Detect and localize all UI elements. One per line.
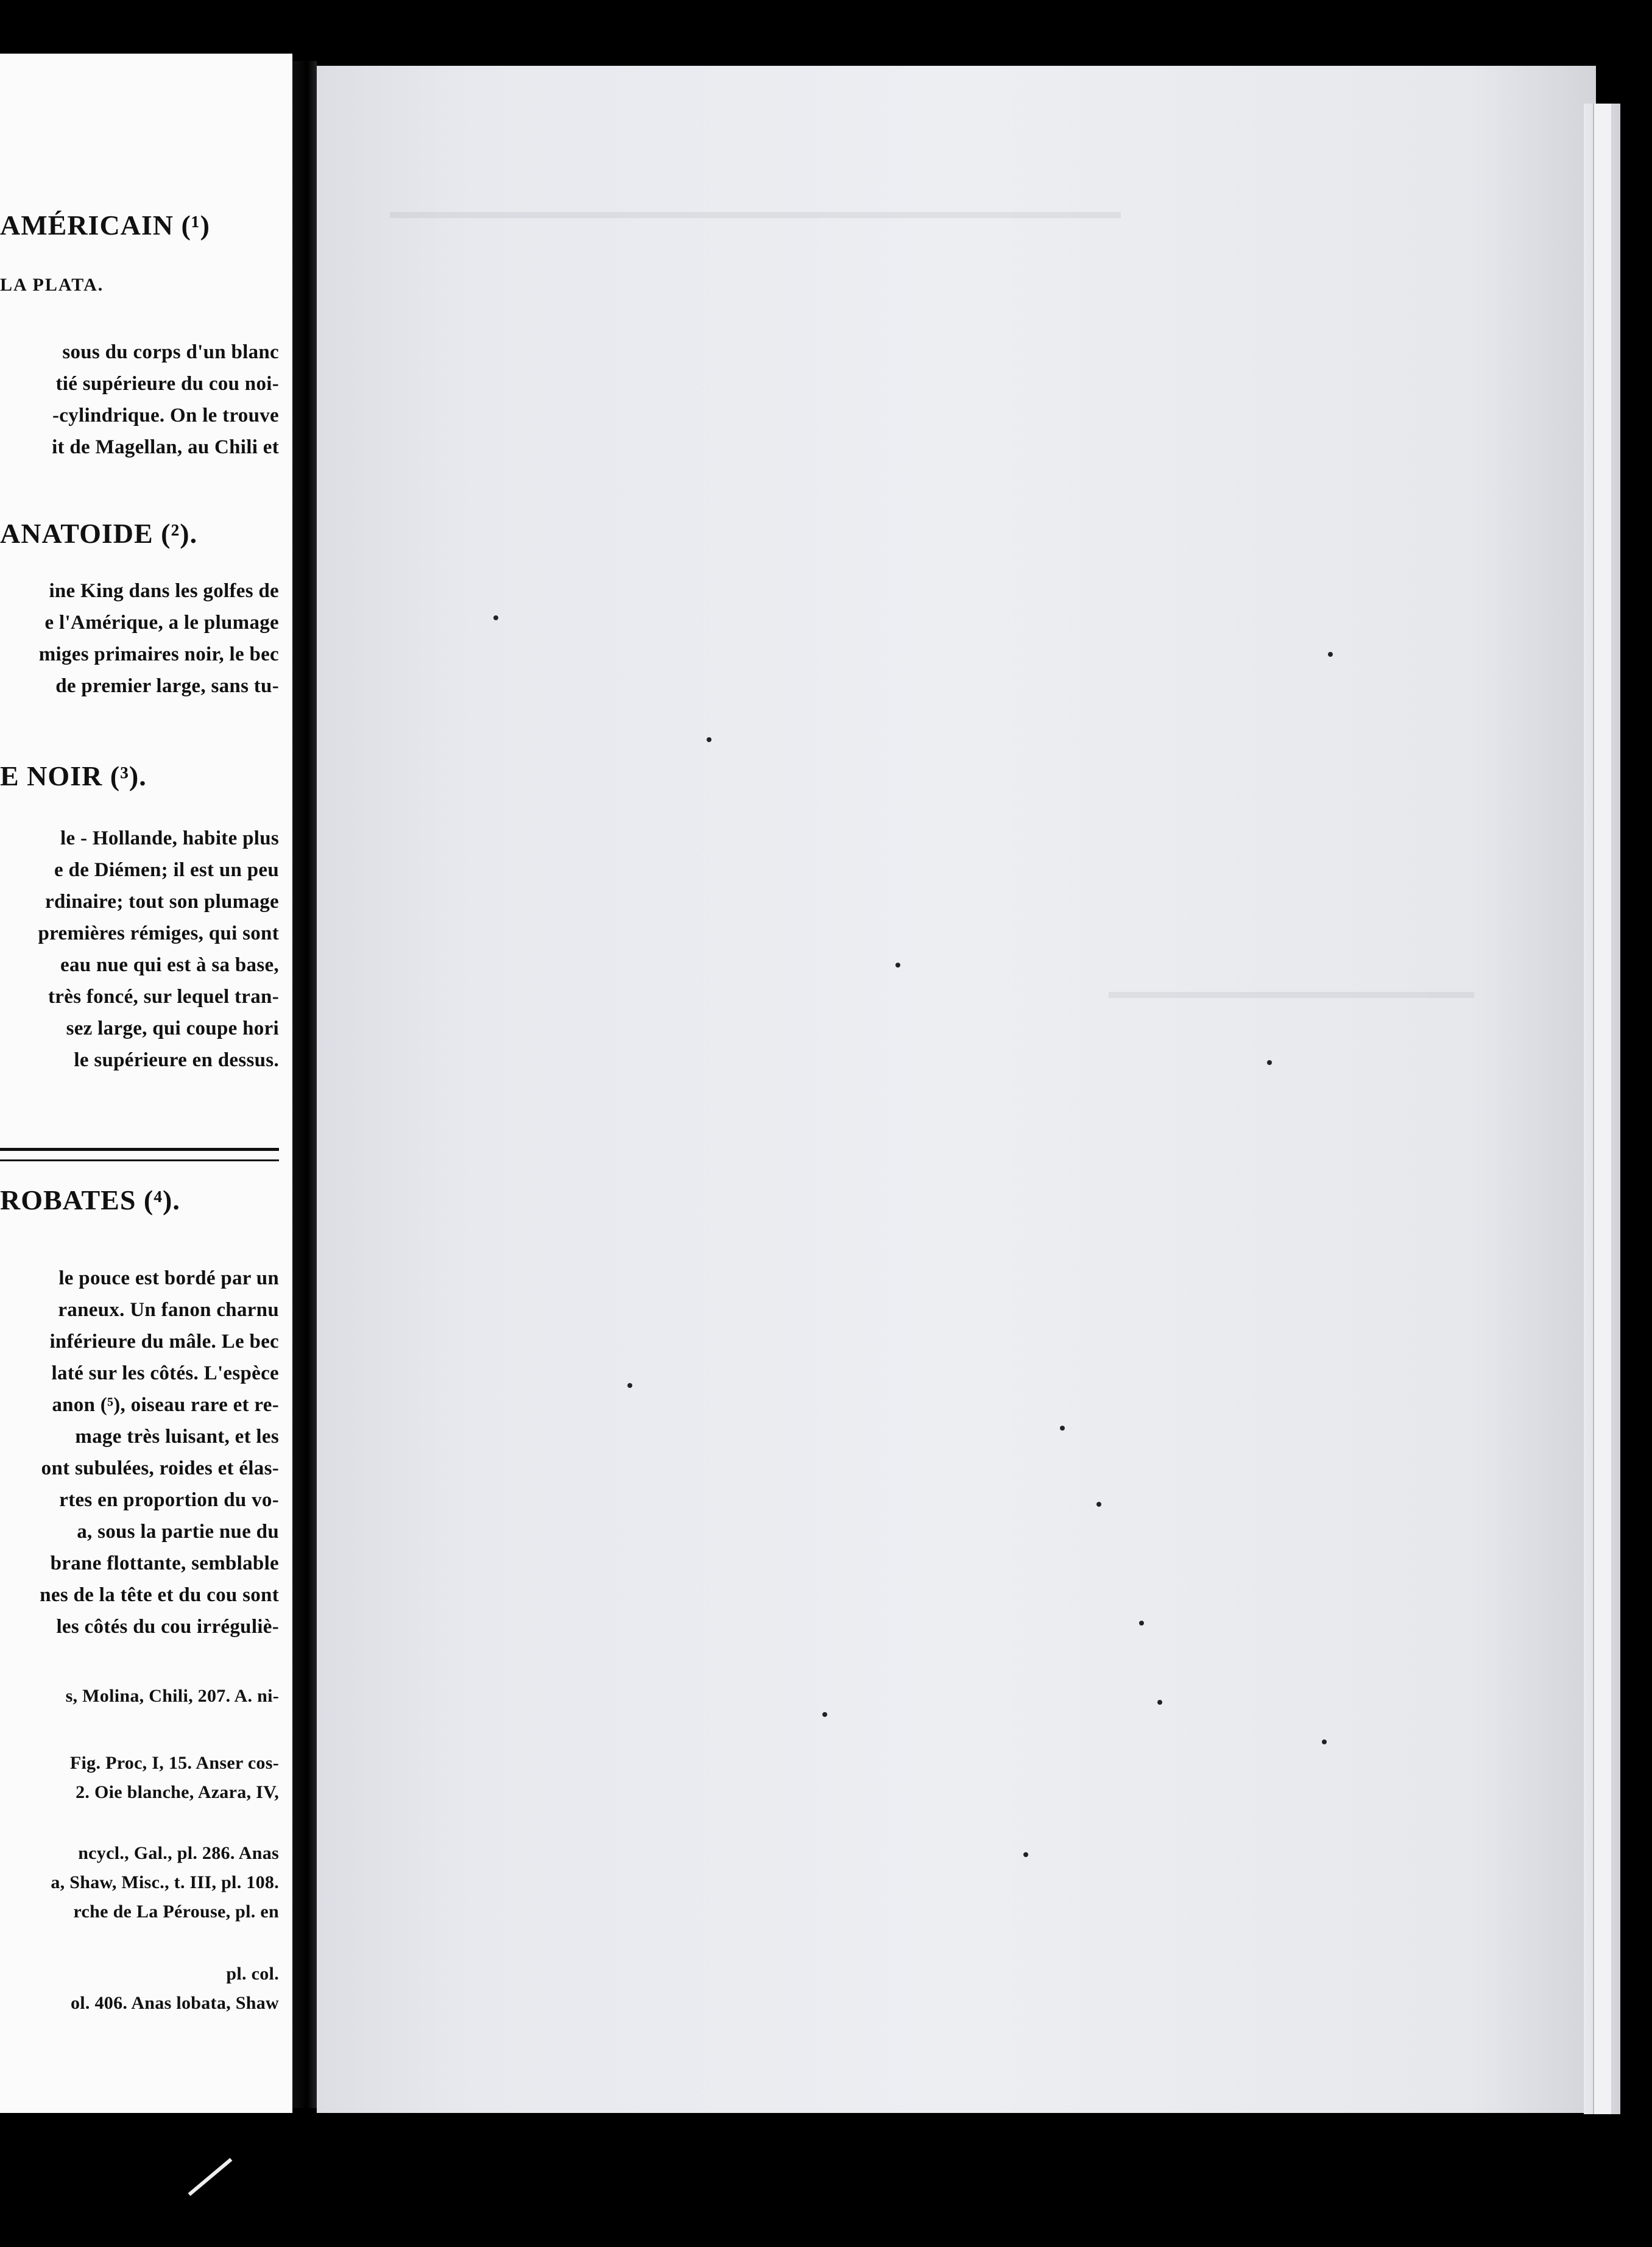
text-line: les côtés du cou irréguliè- (56, 1616, 279, 1638)
text-line: inférieure du mâle. Le bec (49, 1331, 279, 1353)
footnote-line: ol. 406. Anas lobata, Shaw (70, 1993, 279, 2013)
text-line: sous du corps d'un blanc (62, 341, 279, 363)
text-line: it de Magellan, au Chili et (52, 436, 279, 458)
text-line: rdinaire; tout son plumage (45, 891, 279, 913)
text-line: raneux. Un fanon charnu (58, 1299, 279, 1321)
scan-speck (1023, 1852, 1028, 1857)
footnote-line: a, Shaw, Misc., t. III, pl. 108. (51, 1872, 279, 1892)
blank-right-page (317, 66, 1596, 2113)
text-line: ine King dans les golfes de (49, 580, 279, 602)
scan-speck (707, 737, 711, 742)
book-spine (292, 61, 317, 2108)
text-line: miges primaires noir, le bec (38, 643, 279, 665)
scan-speck (1267, 1060, 1272, 1065)
text-line: e de Diémen; il est un peu (54, 859, 279, 881)
page-edge-strip (1593, 104, 1611, 2114)
scan-speck (1322, 1739, 1327, 1744)
text-line: sez large, qui coupe hori (66, 1017, 279, 1039)
scan-speck (627, 1383, 632, 1388)
footnote-line: s, Molina, Chili, 207. A. ni- (65, 1686, 279, 1706)
section-rule (0, 1148, 279, 1161)
bleed-through (390, 212, 1121, 218)
scan-speck (895, 963, 900, 968)
text-line: le pouce est bordé par un (58, 1267, 279, 1289)
footnote-line: Fig. Proc, I, 15. Anser cos- (69, 1753, 279, 1773)
text-line: laté sur les côtés. L'espèce (51, 1362, 279, 1384)
text-line: nes de la tête et du cou sont (40, 1584, 279, 1606)
text-line: ont subulées, roides et élas- (41, 1457, 279, 1479)
text-line: e l'Amérique, a le plumage (44, 612, 279, 634)
text-line: LA PLATA. (0, 275, 104, 295)
text-line: mage très luisant, et les (75, 1426, 279, 1448)
text-line: -cylindrique. On le trouve (52, 405, 279, 426)
text-line: premières rémiges, qui sont (38, 922, 279, 944)
text-line: tié supérieure du cou noi- (55, 373, 279, 395)
bleed-through (1109, 992, 1474, 998)
text-line: eau nue qui est à sa base, (60, 954, 279, 976)
footnote-line: ncycl., Gal., pl. 286. Anas (78, 1843, 279, 1863)
scan-speck (493, 615, 498, 620)
scan-speck (1157, 1700, 1162, 1705)
scan-streak (188, 2158, 233, 2196)
species-heading: ANATOIDE (²). (0, 518, 198, 549)
scan-speck (1139, 1621, 1144, 1626)
text-line: a, sous la partie nue du (77, 1521, 279, 1543)
left-page (0, 54, 292, 2113)
species-heading: E NOIR (³). (0, 760, 147, 791)
text-line: rtes en proportion du vo- (59, 1489, 279, 1511)
text-line: de premier large, sans tu- (55, 675, 279, 697)
footnote-line: rche de La Pérouse, pl. en (73, 1902, 279, 1922)
footnote-line: pl. col. (226, 1964, 279, 1984)
scan-speck (1328, 652, 1333, 657)
scan-speck (1096, 1502, 1101, 1507)
text-line: très foncé, sur lequel tran- (48, 986, 279, 1008)
scan-speck (1060, 1426, 1065, 1431)
text-line: brane flottante, semblable (50, 1552, 279, 1574)
species-heading: AMÉRICAIN (¹) (0, 210, 210, 241)
text-line: le - Hollande, habite plus (60, 827, 279, 849)
species-heading: ROBATES (⁴). (0, 1184, 180, 1216)
scan-speck (822, 1712, 827, 1717)
text-line: le supérieure en dessus. (74, 1049, 279, 1071)
footnote-line: 2. Oie blanche, Azara, IV, (76, 1782, 279, 1802)
text-line: anon (⁵), oiseau rare et re- (52, 1394, 279, 1416)
